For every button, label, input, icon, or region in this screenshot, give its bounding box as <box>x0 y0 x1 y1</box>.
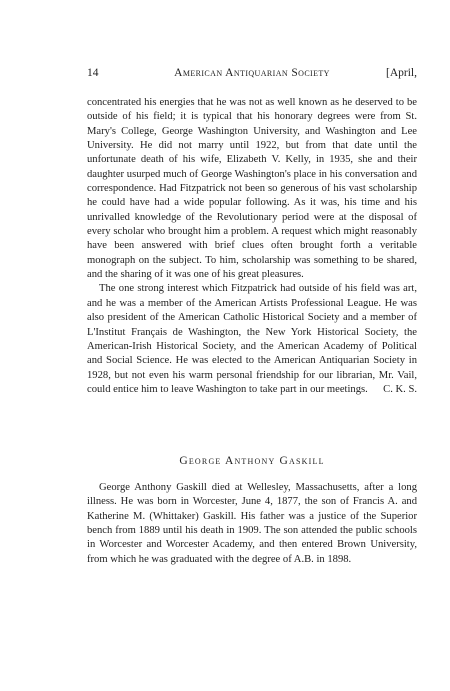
obituary-heading: George Anthony Gaskill <box>179 455 325 467</box>
fitzpatrick-obituary <box>87 96 417 397</box>
author-initials: C. K. S. <box>383 383 417 395</box>
body-paragraph: concentrated his energies that he was not as well known as he deserved to be outside of his field; it is typical that his honorary degrees were from St. Mary's College, George Washington University, and Washington and Lee University. He did not marry until 1922, but from that date until the unfortunate death of his wife, Elizabeth V. Kelly, in 1935, she and their daughter usurped much of George Washington's place in his conversation and correspondence. Had Fitzpatrick not been so generous of his vast scholarship he could have had a wide popular following. As it was, his time and his unrivalled knowledge of the Revolutionary period were at the disposal of every scholar who brought him a problem. A request which might reasonably have been answered with brief clues often brought forth a veritable monograph on the subject. To him, scholarship was something to be shared, and the sharing of it was one of his great pleasures. <box>87 97 417 281</box>
page-number: 14 <box>87 67 99 79</box>
body-paragraph <box>87 282 417 397</box>
paragraph-text: The one strong interest which Fitzpatrick had outside of his field was art, and he was a member of the American Artists Professional League. He was also president of the American Catholic Historical Society and a member of L'Institut Français de Washington, the New York Historical Society, the American-Irish Historical Society, and the American Academy of Political and Social Science. He was elected to the American Antiquarian Society in 1928, but not even his warm personal friendship for our librarian, Mr. Vail, could entice him to leave Washington to take part in our meetings. <box>87 283 417 395</box>
gaskill-obituary <box>87 481 417 567</box>
issue-date: [April, <box>386 67 417 79</box>
running-title: American Antiquarian Society <box>174 67 330 79</box>
running-header <box>87 67 417 83</box>
body-paragraph: George Anthony Gaskill died at Wellesley, Massachusetts, after a long illness. He was born in Worcester, June 4, 1877, the son of Francis A. and Katherine M. (Whittaker) Gaskill. His father was a justice of the Superior bench from 1889 until his death in 1909. The son attended the public schools in Worcester and Worcester Academy, and then entered Brown University, from which he was graduated with the degree of A.B. in 1898. <box>87 482 417 565</box>
